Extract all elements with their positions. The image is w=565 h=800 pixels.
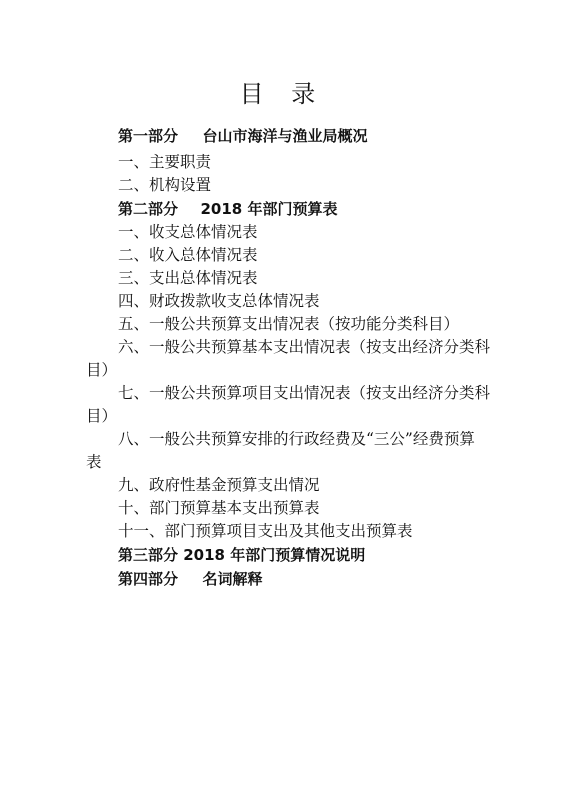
toc-item: 十一、部门预算项目支出及其他支出预算表 — [118, 522, 413, 540]
toc-part-1-label: 第一部分 — [118, 127, 179, 145]
toc-item: 五、一般公共预算支出情况表（按功能分类科目） — [118, 315, 460, 333]
toc-part-1 — [118, 126, 368, 146]
toc-item: 二、机构设置 — [118, 176, 212, 194]
toc-item: 一、收支总体情况表 — [118, 223, 258, 241]
toc-item: 八、一般公共预算安排的行政经费及“三公”经费预算 — [118, 430, 475, 448]
toc-part-2-label: 第二部分 — [118, 200, 179, 218]
toc-part-2-title: 2018 年部门预算表 — [200, 200, 338, 218]
toc-part-1-title: 台山市海洋与渔业局概况 — [202, 127, 368, 145]
toc-item: 一、主要职责 — [118, 153, 212, 171]
toc-part-4-title: 名词解释 — [202, 570, 263, 588]
toc-item: 七、一般公共预算项目支出情况表（按支出经济分类科 — [118, 384, 491, 402]
toc-item: 九、政府性基金预算支出情况 — [118, 476, 320, 494]
toc-part-4 — [118, 569, 263, 589]
toc-item: 十、部门预算基本支出预算表 — [118, 499, 320, 517]
toc-part-3: 第三部分 2018 年部门预算情况说明 — [118, 546, 366, 564]
toc-item-continued: 表 — [86, 453, 102, 471]
toc-part-2 — [118, 199, 337, 219]
toc-item: 六、一般公共预算基本支出情况表（按支出经济分类科 — [118, 338, 491, 356]
toc-item: 三、支出总体情况表 — [118, 269, 258, 287]
toc-item-continued: 目） — [86, 361, 118, 379]
page-title: 目 录 — [239, 80, 326, 108]
toc-item: 二、收入总体情况表 — [118, 246, 258, 264]
toc-part-4-label: 第四部分 — [118, 570, 179, 588]
toc-item: 四、财政拨款收支总体情况表 — [118, 292, 320, 310]
toc-item-continued: 目） — [86, 407, 118, 425]
